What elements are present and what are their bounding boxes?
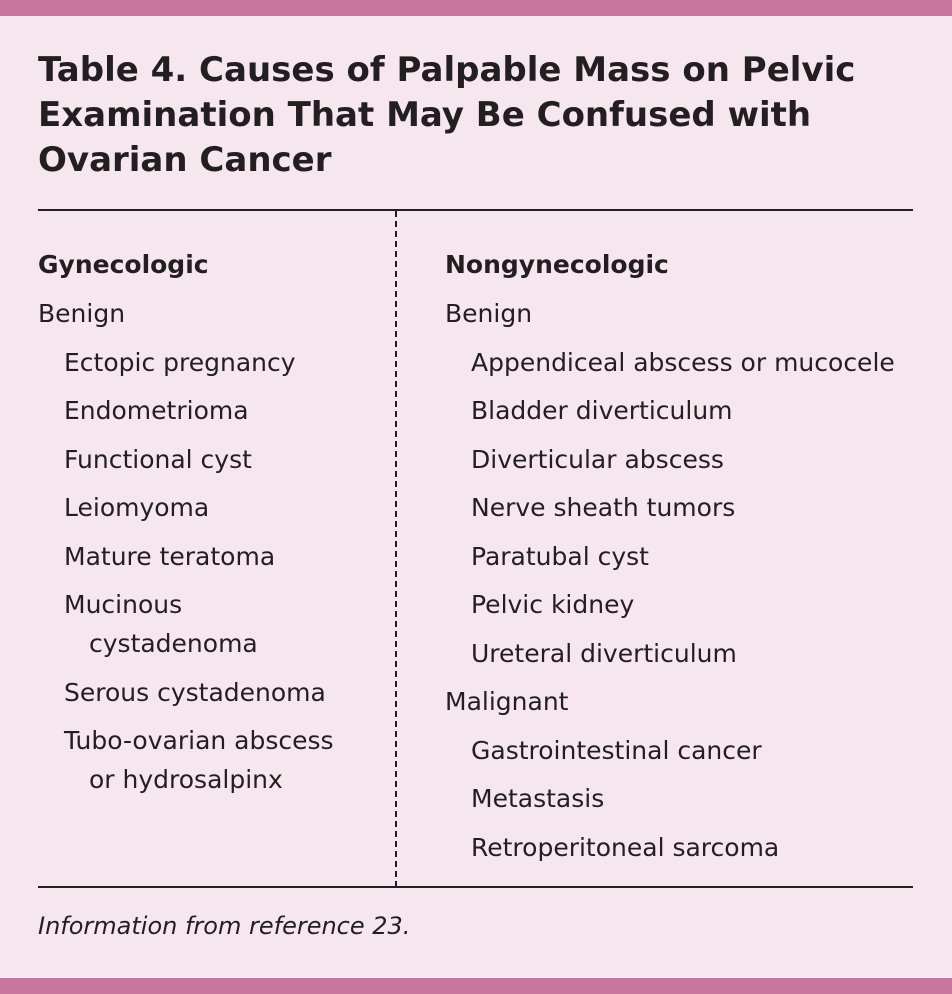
list-item-text: Endometrioma (64, 396, 249, 426)
nongynecologic-column (445, 241, 895, 872)
list-item (445, 387, 895, 436)
list-item-text: Bladder diverticulum (471, 396, 733, 426)
list-item (445, 435, 895, 484)
list-item-text: Mature teratoma (64, 541, 276, 571)
list-item-text: Leiomyoma (64, 493, 210, 523)
table-title: Table 4. Causes of Palpable Mass on Pelvic Examination That May Be Confused with Ovarian Cancer (38, 50, 856, 180)
top-rule (38, 209, 913, 211)
footnote: Information from reference 23. (38, 912, 411, 940)
list-item-continuation: or hydrosalpinx (89, 765, 283, 795)
list-item-text: Ureteral diverticulum (471, 638, 737, 668)
column-divider (395, 211, 397, 887)
category-label: Malignant (445, 686, 569, 716)
list-item-text: Pelvic kidney (471, 590, 635, 620)
list-item-text: Gastrointestinal cancer (471, 735, 762, 765)
list-item-continuation: cystadenoma (89, 629, 258, 659)
list-item-text: Tubo-ovarian abscess (64, 726, 334, 756)
list-item (445, 823, 895, 872)
list-item (445, 532, 895, 581)
bottom-accent-bar (0, 978, 952, 994)
list-item-text: Metastasis (471, 784, 605, 814)
list-item (445, 484, 895, 533)
top-accent-bar (0, 0, 952, 16)
list-item (38, 532, 334, 581)
list-item-text: Functional cyst (64, 444, 252, 474)
list-item (38, 484, 334, 533)
list-item-text: Appendiceal abscess or mucocele (471, 347, 895, 377)
list-item (445, 338, 895, 387)
list-item-text: Ectopic pregnancy (64, 347, 296, 377)
gynecologic-column (38, 241, 334, 804)
bottom-rule (38, 886, 913, 888)
list-item (38, 435, 334, 484)
list-item-text: Nerve sheath tumors (471, 493, 736, 523)
category-label: Benign (445, 298, 533, 328)
list-item (38, 338, 334, 387)
list-item-text: Serous cystadenoma (64, 677, 326, 707)
column-heading: Nongynecologic (445, 250, 669, 279)
list-item (38, 387, 334, 436)
list-item (38, 581, 334, 669)
list-item (445, 581, 895, 630)
list-item (445, 629, 895, 678)
category-label: Benign (38, 298, 126, 328)
column-heading: Gynecologic (38, 250, 209, 279)
list-item (38, 668, 334, 717)
list-item-text: Mucinous (64, 590, 183, 620)
list-item-text: Diverticular abscess (471, 444, 724, 474)
list-item (445, 775, 895, 824)
list-item-text: Retroperitoneal sarcoma (471, 832, 780, 862)
list-item (38, 717, 334, 805)
list-item (445, 726, 895, 775)
list-item-text: Paratubal cyst (471, 541, 649, 571)
